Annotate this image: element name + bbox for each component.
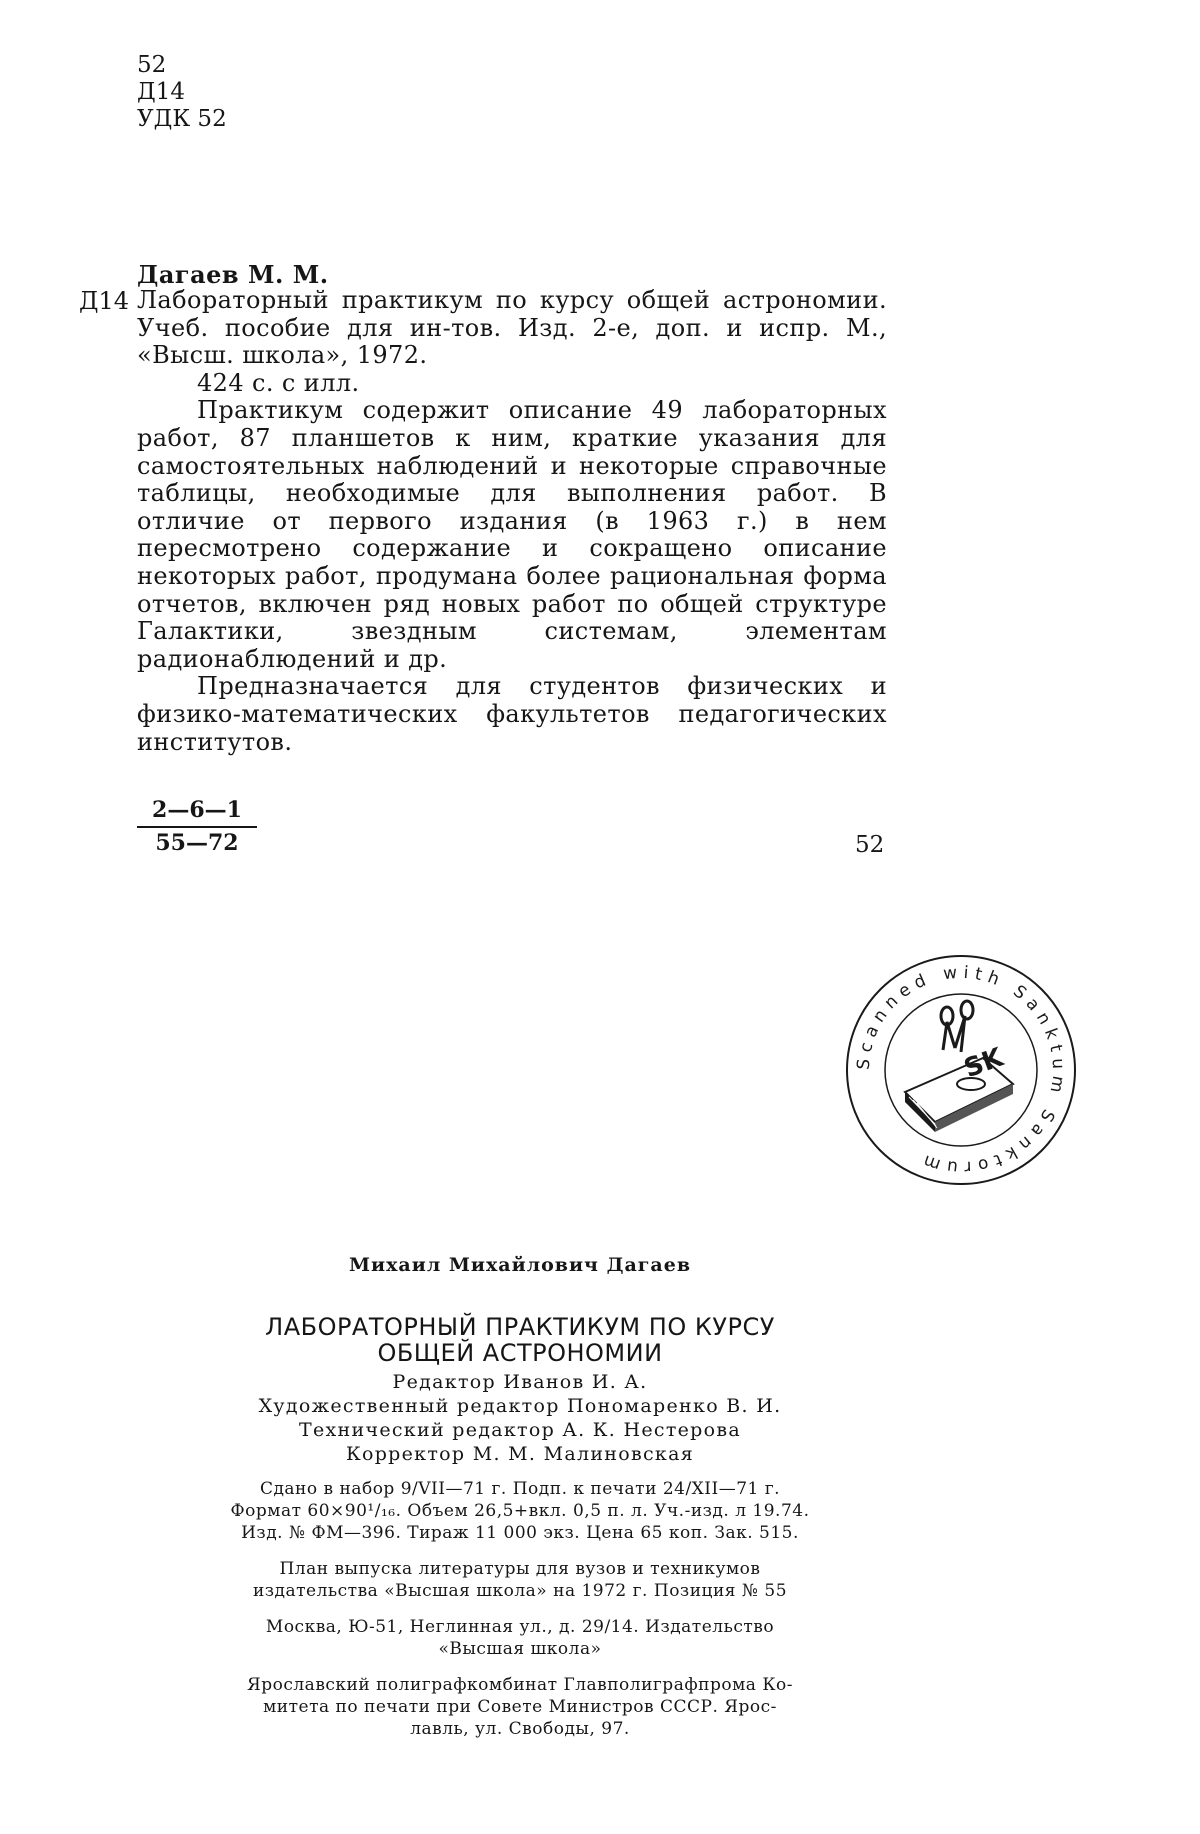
stamp-ring-text: Scanned with Sanktum Sanktorum	[853, 962, 1069, 1178]
imprint-title-line2: ОБЩЕЙ АСТРОНОМИИ	[377, 1339, 663, 1367]
entry-pages: 424 с. с илл.	[197, 368, 360, 397]
publisher-line-1: Москва, Ю-51, Неглинная ул., д. 29/14. Издательство	[265, 1617, 775, 1637]
imprint-technical	[180, 1478, 860, 1544]
proofreader-line: Корректор М. М. Малиновская	[345, 1443, 695, 1465]
class-number: 52	[855, 832, 885, 858]
imprint-title	[180, 1314, 860, 1366]
printer-line-1: Ярославский полиграфкомбинат Главполиграфпрома Ко-	[247, 1675, 793, 1695]
publisher-line-2: «Высшая школа»	[438, 1639, 602, 1659]
imprint-staff	[180, 1370, 860, 1466]
imprint-plan	[180, 1558, 860, 1602]
imprint-author: Михаил Михайлович Дагаев	[348, 1254, 692, 1276]
plan-line-1: План выпуска литературы для вузов и техникумов	[279, 1559, 761, 1579]
stamp-logo-text: SK	[960, 1042, 1008, 1085]
editor-line: Редактор Иванов И. А.	[392, 1371, 648, 1393]
entry-abstract: Практикум содержит описание 49 лабораторных работ, 87 планшетов к ним, краткие указания для самостоятельных наблюдений и некоторые справочные таблицы, необходимые для выполнения работ. В отличие от первого издания (в 1963 г.) в нем пересмотрено содержание и сокращено описание некоторых работ, продумана более рациональная форма отчетов, включен ряд новых работ по общей структуре Галактики, звездным системам, элементам радионаблюдений и др.	[137, 396, 887, 673]
entry-author-sign: Д14	[79, 287, 130, 315]
entry-audience: Предназначается для студентов физических и физико-математических факультетов педагогических институтов.	[137, 672, 887, 756]
tech-line-3: Изд. № ФМ—396. Тираж 11 000 экз. Цена 65 коп. Зак. 515.	[241, 1523, 799, 1543]
bibliographic-entry	[137, 287, 887, 756]
bbk-index: 52	[137, 52, 167, 78]
entry-author: Дагаев М. М.	[137, 260, 329, 289]
imprint-publisher	[180, 1616, 860, 1660]
imprint-title-line1: ЛАБОРАТОРНЫЙ ПРАКТИКУМ ПО КУРСУ	[265, 1313, 775, 1341]
tech-editor-line: Технический редактор А. К. Нестерова	[299, 1419, 741, 1441]
entry-description: Лабораторный практикум по курсу общей астрономии. Учеб. пособие для ин-тов. Изд. 2-е, доп. и испр. М., «Высш. школа», 1972.	[137, 286, 887, 370]
plan-line-2: издательства «Высшая школа» на 1972 г. Позиция № 55	[252, 1581, 788, 1601]
art-editor-line: Художественный редактор Пономаренко В. И.	[258, 1395, 782, 1417]
imprint-printer	[180, 1674, 860, 1740]
printer-line-3: лавль, ул. Свободы, 97.	[410, 1719, 630, 1739]
imprint-block	[180, 1254, 860, 1740]
tech-line-2: Формат 60×90¹/₁₆. Объем 26,5+вкл. 0,5 п. л. Уч.-изд. л 19.74.	[230, 1501, 810, 1521]
scanner-stamp	[843, 952, 1079, 1188]
publisher-index-fraction	[137, 797, 257, 856]
udk-index: УДК 52	[137, 106, 227, 132]
printer-line-2: митета по печати при Совете Министров СССР. Ярос-	[263, 1697, 777, 1717]
index-numerator: 2—6—1	[137, 797, 257, 828]
index-denominator: 55—72	[155, 830, 239, 856]
udk-block	[137, 52, 227, 133]
author-sign: Д14	[137, 79, 185, 105]
tech-line-1: Сдано в набор 9/VII—71 г. Подп. к печати 24/XII—71 г.	[259, 1479, 781, 1499]
